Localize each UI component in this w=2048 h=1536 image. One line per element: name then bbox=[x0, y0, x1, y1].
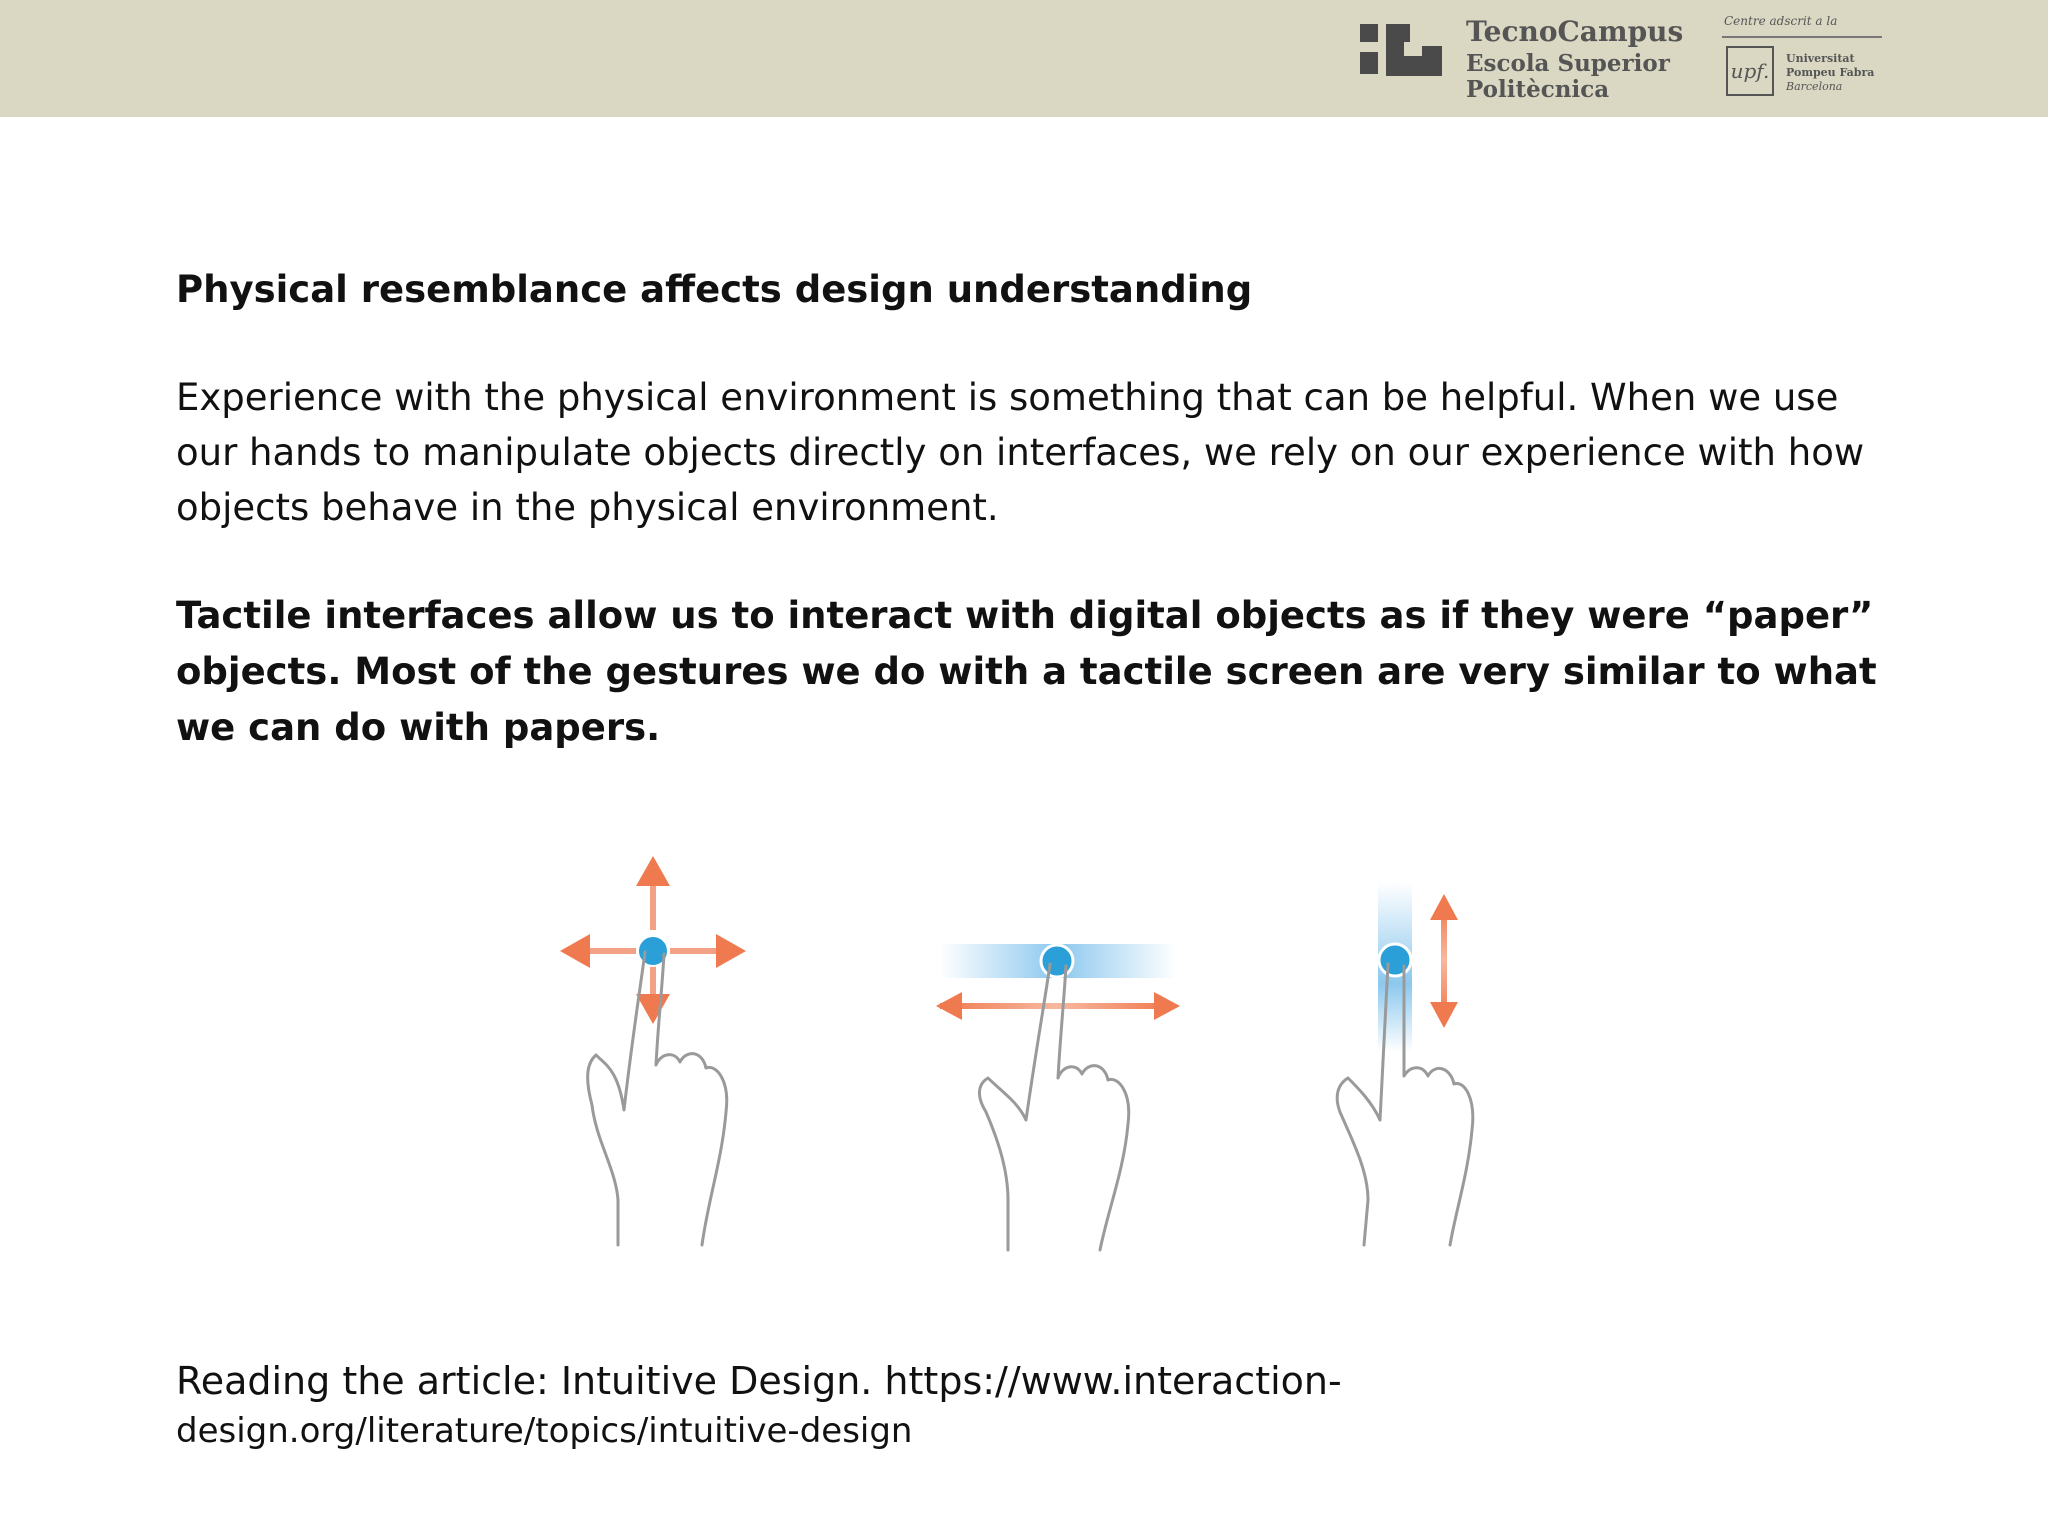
tecnocampus-name bbox=[1466, 15, 1684, 104]
tecnocampus-line3: Politècnica bbox=[1466, 76, 1610, 103]
gesture-illustration bbox=[540, 840, 1650, 1310]
arrow-left-right-icon bbox=[936, 992, 1180, 1020]
paragraph-experience: Experience with the physical environment is something that can be helpful. When we use our hands to manipulate objects directly on interfaces, we rely on our experience with how objects behave in the physical environment. bbox=[176, 376, 1865, 529]
upf-rule bbox=[1722, 36, 1882, 38]
upf-name-line2: Pompeu Fabra bbox=[1786, 66, 1875, 79]
reading-line1: Reading the article: Intuitive Design. https://www.interaction- bbox=[176, 1359, 1342, 1403]
reading-reference bbox=[176, 1355, 1936, 1455]
upf-name-line3: Barcelona bbox=[1786, 80, 1843, 93]
tecnocampus-line1: TecnoCampus bbox=[1466, 15, 1684, 48]
upf-name bbox=[1786, 52, 1874, 94]
arrow-up-down-icon bbox=[1430, 894, 1458, 1028]
arrow-left-icon bbox=[560, 934, 636, 968]
gesture-pan-all-directions bbox=[560, 856, 746, 1245]
gesture-horizontal-slide bbox=[936, 944, 1180, 1250]
tecnocampus-logo bbox=[1360, 15, 1684, 108]
upf-top-text: Centre adscrit a la bbox=[1724, 14, 1838, 28]
upf-name-line1: Universitat bbox=[1786, 52, 1855, 65]
tecnocampus-line2: Escola Superior bbox=[1466, 50, 1670, 77]
gesture-vertical-slide bbox=[1337, 882, 1473, 1245]
tecnocampus-mark-icon bbox=[1360, 22, 1444, 78]
paragraph-tactile: Tactile interfaces allow us to interact with digital objects as if they were “paper” objects. Most of the gestures we do with a tactile screen are very similar to what we can do with papers. bbox=[176, 594, 1877, 749]
header-band bbox=[0, 0, 2048, 117]
touch-point-icon bbox=[1041, 945, 1073, 977]
upf-logo bbox=[1722, 14, 1882, 104]
upf-box: upf. bbox=[1726, 46, 1774, 96]
arrow-up-icon bbox=[636, 856, 670, 930]
reading-line2: design.org/literature/topics/intuitive-design bbox=[176, 1411, 913, 1451]
touch-point-icon bbox=[1379, 944, 1411, 976]
slide-heading: Physical resemblance affects design understanding bbox=[176, 268, 1253, 311]
arrow-right-icon bbox=[670, 934, 746, 968]
